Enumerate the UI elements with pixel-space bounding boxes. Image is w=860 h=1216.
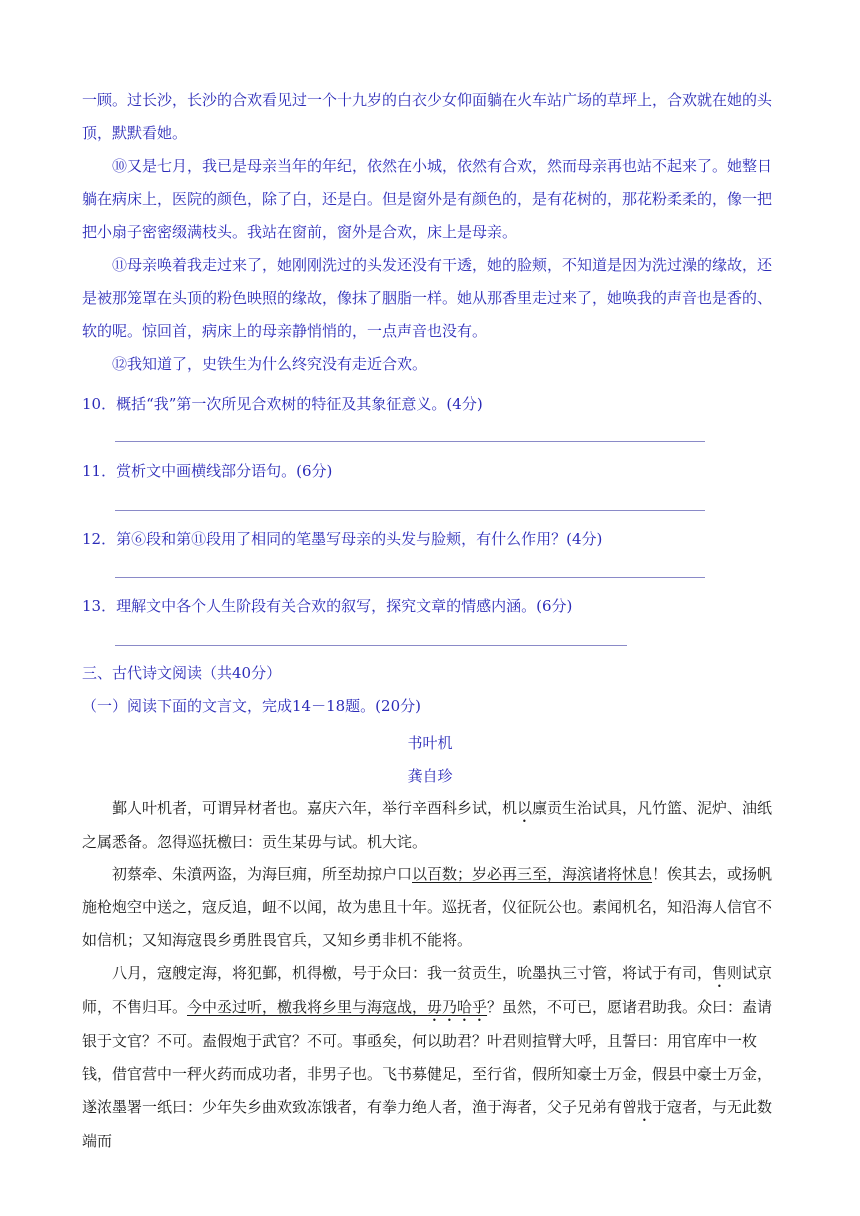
classical-p3-text-c: ？虽然，不可已，愿诸君助我。众曰：盍请银于文官？不可。盍假炮于武官？不可。事亟矣，何以助君？叶君则揎臂大呼，且誓曰：用官库中一枚钱，借官营中一秤火药而成功者，非男子也。飞书募健足，至行省，假所知豪士万金，假县中豪士万金，遂浓墨署一纸曰：少年失乡曲欢致冻饿者，有拳力绝人者，渔于海者，父子兄弟有曾 <box>82 998 773 1116</box>
answer-line-12[interactable] <box>115 577 705 578</box>
article-author: 龚自珍 <box>407 767 453 785</box>
question-13: 13．理解文中各个人生阶段有关合欢的叙写，探究文章的情感内涵。(6分) <box>82 597 573 615</box>
section-3-heading: 三、古代诗文阅读（共40分） <box>82 664 282 682</box>
answer-line-13[interactable] <box>115 645 627 646</box>
classical-p1-emphasis: 以 <box>517 799 533 817</box>
question-10: 10．概括“我”第一次所见合欢树的特征及其象征意义。(4分) <box>82 395 483 413</box>
classical-p3-text-b: 则试京师，不售归耳。 <box>82 964 773 1016</box>
classical-paragraph-1 <box>82 792 782 859</box>
classical-p3-text-d: 于寇者，与无此数端而 <box>82 1098 773 1150</box>
article-title: 书叶机 <box>407 734 453 752</box>
classical-p1-text-a: 鄞人叶机者，可谓异材者也。嘉庆六年，举行辛酉科乡试，机 <box>112 799 518 817</box>
classical-p3-underlined-2: 毋乃哈乎 <box>427 998 488 1016</box>
classical-p2-text-b: ！俟其去，或扬帆施枪炮空中送之，寇反追，衄不以闻，故为患且十年。巡抚者，仪征阮公也。素闻机名，知沿海人信官不如信机；又知海寇畏乡勇胜畏官兵，又知乡勇非机不能将。 <box>82 865 773 949</box>
classical-p3-emphasis-1: 售 <box>712 964 728 982</box>
classical-paragraph-2 <box>82 858 782 957</box>
classical-p3-underlined-1: 今中丞过听，檄我将乡里与海寇战， <box>187 998 428 1016</box>
answer-line-11[interactable] <box>115 510 705 511</box>
question-11: 11．赏析文中画横线部分语句。(6分) <box>82 462 333 480</box>
classical-p3-emphasis-2: 戕 <box>637 1098 653 1116</box>
answer-line-10[interactable] <box>115 441 705 442</box>
section-3-subheading: （一）阅读下面的文言文，完成14－18题。(20分) <box>82 697 421 715</box>
classical-p2-underlined: 以百数；岁必再三至，海滨诸将怵息 <box>412 865 653 883</box>
classical-p3-text-a: 八月，寇艘定海，将犯鄞，机得檄，号于众曰：我一贫贡生，吮墨执三寸管，将试于有司， <box>112 964 713 982</box>
question-12: 12．第⑥段和第⑪段用了相同的笔墨写母亲的头发与脸颊，有什么作用？(4分) <box>82 530 603 548</box>
paragraph-12: ⑫我知道了，史铁生为什么终究没有走近合欢。 <box>112 355 428 373</box>
classical-p2-text-a: 初蔡牵、朱濆两盗，为海巨痈，所至劫掠户口 <box>112 865 413 883</box>
paragraph-11: ⑪母亲唤着我走过来了，她刚刚洗过的头发还没有干透，她的脸颊，不知道是因为洗过澡的缘故，还是被那笼罩在头顶的粉色映照的缘故，像抹了胭脂一样。她从那香里走过来了，她唤我的声音也是香的、软的呢。惊回首，病床上的母亲静悄悄的，一点声音也没有。 <box>82 256 773 340</box>
paragraph-9-tail: 一顾。过长沙，长沙的合欢看见过一个十九岁的白衣少女仰面躺在火车站广场的草坪上，合欢就在她的头顶，默默看她。 <box>82 91 773 142</box>
classical-paragraph-3 <box>82 957 782 1158</box>
paragraph-10: ⑩又是七月，我已是母亲当年的年纪，依然在小城，依然有合欢，然而母亲再也站不起来了。她整日躺在病床上，医院的颜色，除了白，还是白。但是窗外是有颜色的，是有花树的，那花粉柔柔的，像一把把小扇子密密缀满枝头。我站在窗前，窗外是合欢，床上是母亲。 <box>82 157 773 241</box>
classical-p1-text-b: 廪贡生治试具，凡竹篮、泥炉、油纸之属悉备。忽得巡抚檄曰：贡生某毋与试。机大诧。 <box>82 799 773 851</box>
